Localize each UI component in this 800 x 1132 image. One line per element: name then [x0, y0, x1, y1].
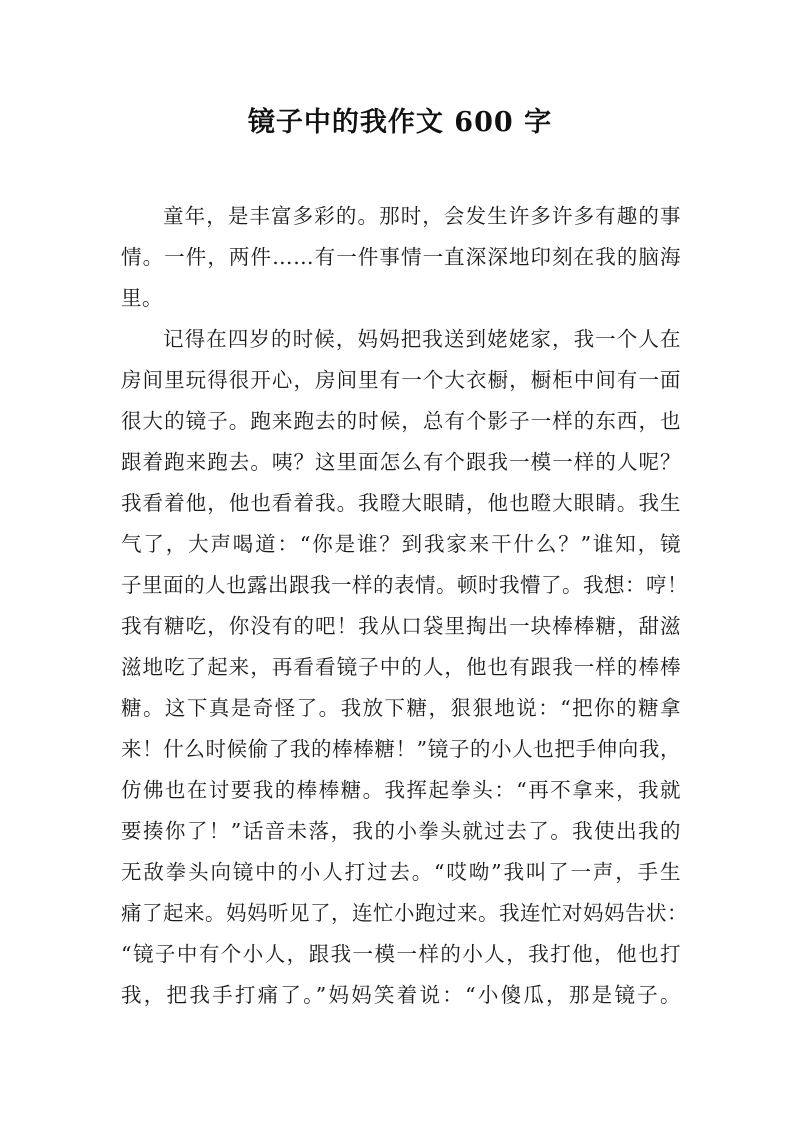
text-line: 我看着他，他也看着我。我瞪大眼睛，他也瞪大眼睛。我生: [121, 491, 681, 515]
text-line: 我有糖吃，你没有的吧！我从口袋里掏出一块棒棒糖，甜滋: [121, 614, 681, 638]
text-line: 无敌拳头向镜中的小人打过去。“哎呦”我叫了一声，手生: [121, 860, 681, 884]
text-line: 情。一件，两件……有一件事情一直深深地印刻在我的脑海: [121, 245, 681, 269]
text-line: 记得在四岁的时候，妈妈把我送到姥姥家，我一个人在: [163, 327, 681, 351]
paragraph: [121, 319, 691, 1016]
text-line: 糖。这下真是奇怪了。我放下糖，狠狠地说：“把你的糖拿: [121, 696, 681, 720]
text-line: 仿佛也在讨要我的棒棒糖。我挥起拳头：“再不拿来，我就: [121, 778, 681, 802]
document-title: 镜子中的我作文 600 字: [247, 107, 553, 138]
text-line: 里。: [121, 286, 163, 310]
text-line: 跟着跑来跑去。咦？这里面怎么有个跟我一模一样的人呢？: [121, 450, 681, 474]
paragraph: [121, 196, 691, 319]
text-line: 童年，是丰富多彩的。那时，会发生许多许多有趣的事: [163, 204, 681, 228]
text-line: 要揍你了！”话音未落，我的小拳头就过去了。我使出我的: [121, 819, 681, 843]
document-body: [121, 196, 691, 1016]
text-line: “镜子中有个小人，跟我一模一样的小人，我打他，他也打: [121, 942, 681, 966]
text-line: 来！什么时候偷了我的棒棒糖！”镜子的小人也把手伸向我，: [121, 737, 681, 761]
text-line: 房间里玩得很开心，房间里有一个大衣橱，橱柜中间有一面: [121, 368, 681, 392]
text-line: 子里面的人也露出跟我一样的表情。顿时我懵了。我想：哼！: [121, 573, 688, 597]
text-line: 滋地吃了起来，再看看镜子中的人，他也有跟我一样的棒棒: [121, 655, 681, 679]
text-line: 气了，大声喝道：“你是谁？到我家来干什么？”谁知，镜: [121, 532, 681, 556]
text-line: 我，把我手打痛了。”妈妈笑着说：“小傻瓜，那是镜子。: [121, 983, 681, 1007]
text-line: 痛了起来。妈妈听见了，连忙小跑过来。我连忙对妈妈告状：: [121, 901, 688, 925]
text-line: 很大的镜子。跑来跑去的时候，总有个影子一样的东西，也: [121, 409, 681, 433]
